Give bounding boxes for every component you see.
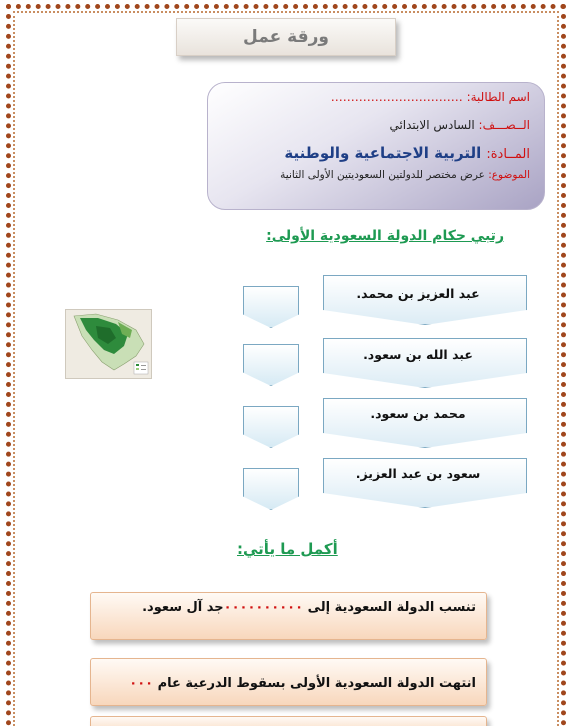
topic-line [280, 169, 530, 181]
fill-sentence-2 [129, 676, 476, 691]
class-label: الــصـــف: [478, 118, 530, 132]
topic-value: عرض مختصر للدولتين السعوديتين الأولى الثانية [280, 169, 485, 181]
fill-text-before: تنسب الدولة السعودية إلى [307, 600, 476, 615]
worksheet-title: ورقة عمل [176, 18, 396, 56]
saudi-map-image [65, 309, 152, 379]
ruler-name: محمد بن سعود. [370, 406, 466, 421]
student-name-line [331, 90, 530, 104]
fill-text-after: جد آل سعود. [142, 600, 224, 615]
subject-label: المــادة: [486, 147, 530, 162]
ruler-name: عبد العزيز بن محمد. [356, 286, 480, 301]
ruler-name: عبد الله بن سعود. [363, 347, 473, 362]
ruler-name: سعود بن عبد العزيز. [355, 466, 481, 481]
map-icon [66, 310, 151, 378]
fill-sentence-1 [142, 600, 476, 615]
topic-label: الموضوع: [488, 169, 530, 181]
fill-blank[interactable]: ٠٠٠٠٠٠٠٠٠٠ [223, 600, 304, 615]
subject-value: التربية الاجتماعية والوطنية [284, 144, 482, 162]
class-line [389, 118, 530, 132]
class-value: السادس الابتدائي [389, 118, 475, 132]
student-name-label: اسم الطالبة: [466, 90, 530, 104]
info-card [207, 82, 545, 210]
complete-heading: أكمل ما يأتي: [237, 540, 338, 558]
fill-blank[interactable]: ٠٠٠ [129, 676, 154, 691]
fill-text-before: انتهت الدولة السعودية الأولى بسقوط الدرعية عام [157, 676, 476, 691]
subject-line [284, 143, 530, 162]
student-name-blank: …………………………… [330, 90, 463, 104]
ranking-heading: رتبي حكام الدولة السعودية الأولى: [266, 228, 504, 244]
fill-box-3-partial [90, 716, 487, 726]
